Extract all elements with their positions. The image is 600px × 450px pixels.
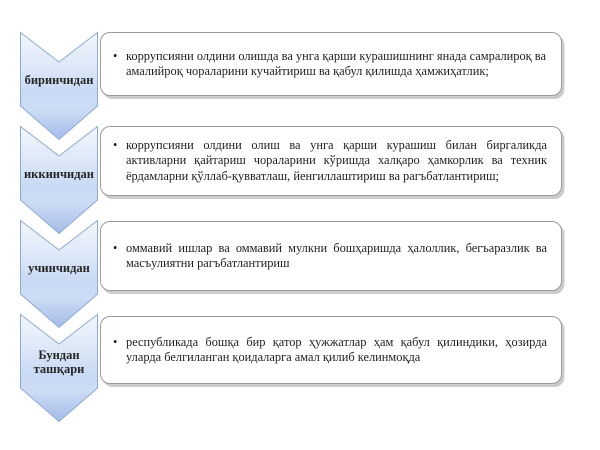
step-description: • оммавий ишлар ва оммавий мулкни бошҳаришда ҳалоллик, бегъаразлик ва масъулиятни рагъбатлантириш xyxy=(113,240,547,270)
chevron-step-2 xyxy=(20,126,98,234)
step-label: учинчидан xyxy=(28,260,90,275)
bullet-icon: • xyxy=(113,240,118,255)
step-description: • коррупсияни олдини олиш ва унга қарши курашиш билан биргаликда активларни қайтариш чораларини кўришда халқаро ҳамкорлик ва техник ёрдамларни қўллаб-қувватлаш, йенгиллаштириш ва рагъбатлантириш; xyxy=(113,138,547,183)
step-description: • республикада бошқа бир қатор ҳужжатлар ҳам қабул қилиндики, ҳозирда уларда белгиланган қоидаларга амал қилиб келинмоқда xyxy=(113,334,547,364)
chevron-step-4 xyxy=(20,314,98,422)
bullet-icon: • xyxy=(113,138,118,153)
chevron-step-3 xyxy=(20,220,98,328)
step-label: Бундан ташқари xyxy=(33,347,85,376)
bullet-icon: • xyxy=(113,334,118,349)
step-description-box xyxy=(100,221,562,291)
step-description-box xyxy=(100,32,562,96)
step-description-box xyxy=(100,126,562,196)
step-description: • коррупсияни олдини олишда ва унга қарши курашишнинг янада самралироқ ва амалийроқ чораларини кучайтириш ва қабул қилишда ҳамжиҳатлик; xyxy=(113,48,546,78)
step-description-box xyxy=(100,316,562,384)
chevron-step-1 xyxy=(20,32,98,140)
bullet-icon: • xyxy=(113,48,118,63)
step-label: иккинчидан xyxy=(23,166,95,181)
step-label: биринчидан xyxy=(24,72,94,87)
